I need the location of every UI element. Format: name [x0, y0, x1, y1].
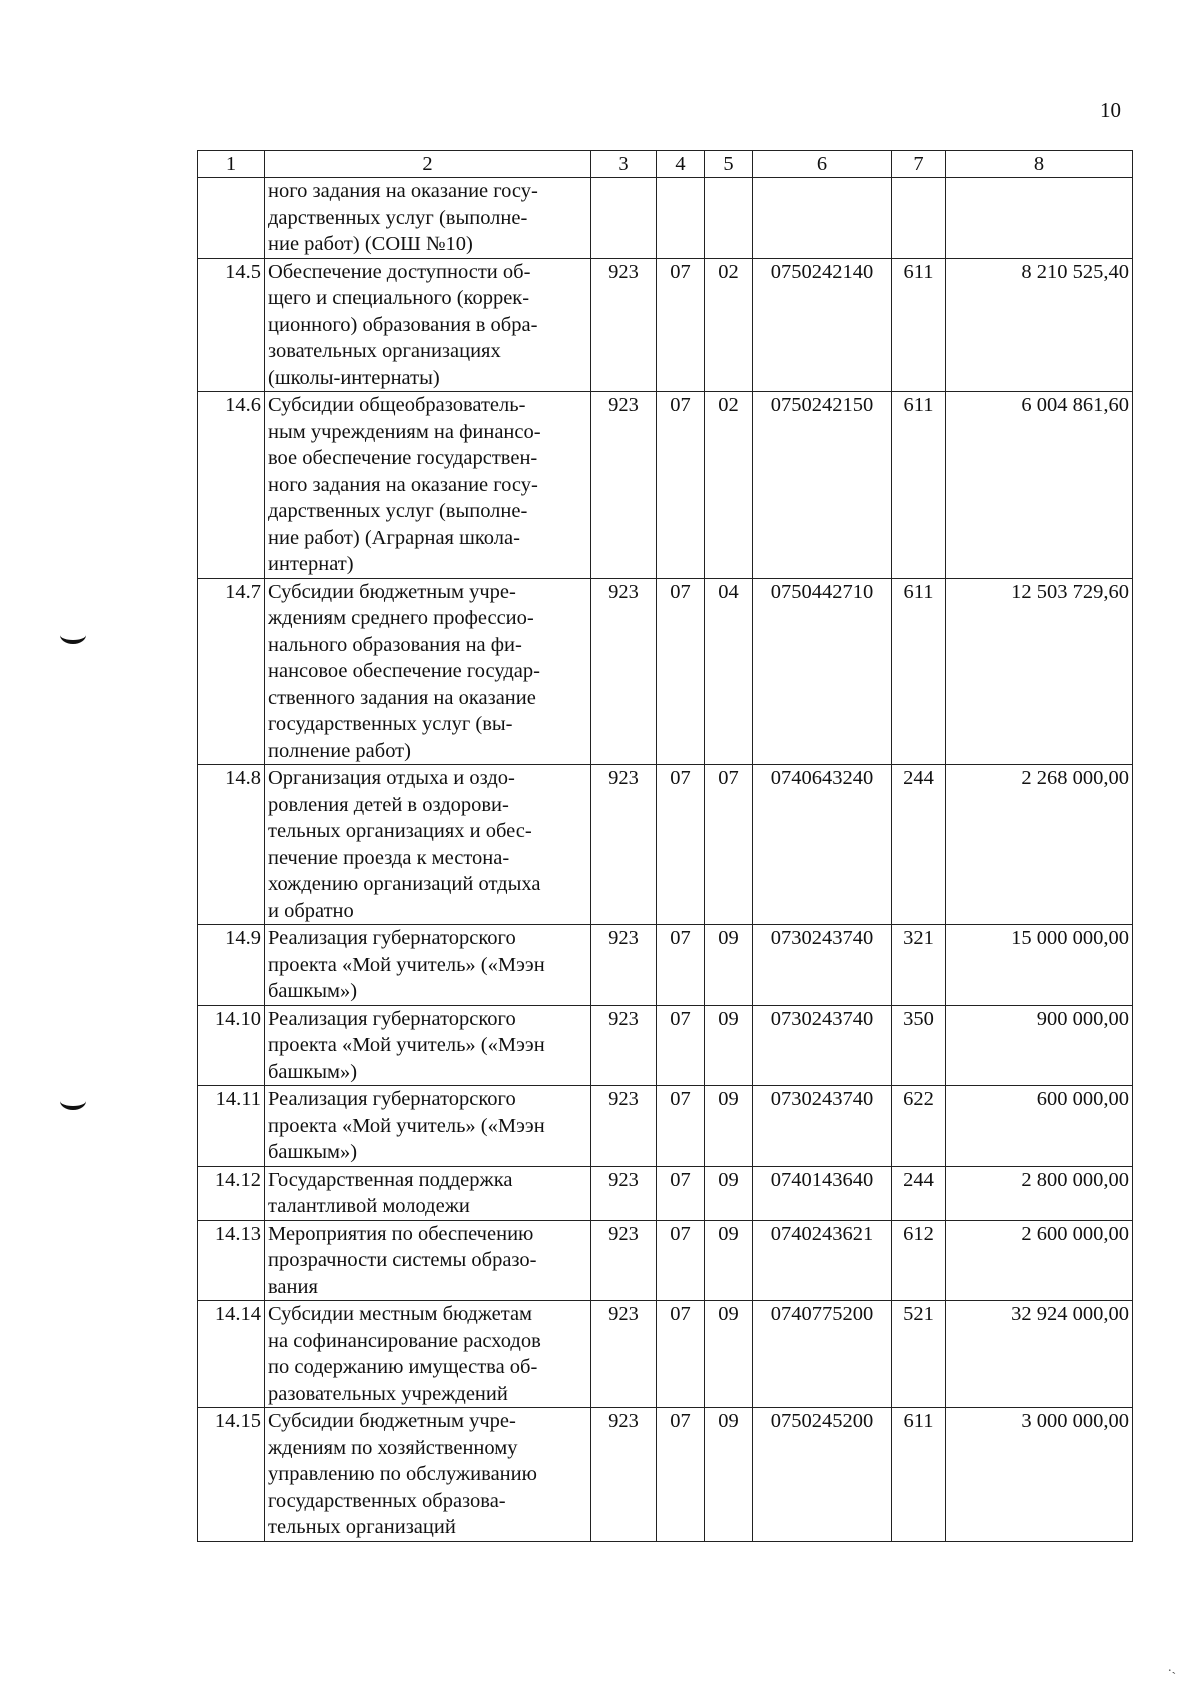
row-number: 14.11	[198, 1086, 265, 1167]
row-description: Реализация губернаторского проекта «Мой учитель» («Мээн башкым»)	[265, 925, 591, 1006]
section-code: 07	[657, 765, 705, 925]
column-number: 3	[591, 151, 657, 178]
row-description: Государственная поддержка талантливой молодежи	[265, 1166, 591, 1220]
table-body	[198, 151, 1133, 1542]
subsection-code: 07	[705, 765, 753, 925]
expense-type-code: 611	[892, 578, 946, 765]
target-article-code: 0740143640	[753, 1166, 892, 1220]
ministry-code: 923	[591, 1086, 657, 1167]
ministry-code: 923	[591, 392, 657, 579]
amount: 8 210 525,40	[946, 258, 1133, 392]
column-number: 2	[265, 151, 591, 178]
amount: 900 000,00	[946, 1005, 1133, 1086]
row-number: 14.5	[198, 258, 265, 392]
table-row	[198, 1408, 1133, 1542]
row-number: 14.8	[198, 765, 265, 925]
amount	[946, 178, 1133, 259]
ministry-code: 923	[591, 1166, 657, 1220]
target-article-code: 0730243740	[753, 1086, 892, 1167]
ministry-code: 923	[591, 1301, 657, 1408]
target-article-code: 0740643240	[753, 765, 892, 925]
ministry-code: 923	[591, 1005, 657, 1086]
row-number: 14.13	[198, 1220, 265, 1301]
section-code: 07	[657, 392, 705, 579]
table-row	[198, 1301, 1133, 1408]
table-row	[198, 258, 1133, 392]
column-number-row	[198, 151, 1133, 178]
row-description: Мероприятия по обеспечению прозрачности системы образо- вания	[265, 1220, 591, 1301]
column-number: 6	[753, 151, 892, 178]
punch-mark-lower	[60, 1092, 86, 1110]
ministry-code: 923	[591, 1408, 657, 1542]
section-code: 07	[657, 1086, 705, 1167]
punch-mark-upper	[60, 626, 86, 644]
row-number: 14.14	[198, 1301, 265, 1408]
expense-type-code: 611	[892, 392, 946, 579]
column-number: 4	[657, 151, 705, 178]
row-number	[198, 178, 265, 259]
expense-type-code: 611	[892, 1408, 946, 1542]
row-description: Организация отдыха и оздо- ровления детей в оздорови- тельных организациях и обес- печение проезда к местона- хождению организаций отдыха и обратно	[265, 765, 591, 925]
table-row	[198, 1005, 1133, 1086]
subsection-code	[705, 178, 753, 259]
section-code	[657, 178, 705, 259]
target-article-code: 0750242140	[753, 258, 892, 392]
amount: 3 000 000,00	[946, 1408, 1133, 1542]
row-description: Субсидии бюджетным учре- ждениям среднего профессио- нального образования на фи- нансовое обеспечение государ- ственного задания на оказание государственных услуг (вы- полнение работ)	[265, 578, 591, 765]
row-description: Реализация губернаторского проекта «Мой учитель» («Мээн башкым»)	[265, 1005, 591, 1086]
section-code: 07	[657, 578, 705, 765]
amount: 32 924 000,00	[946, 1301, 1133, 1408]
row-description: ного задания на оказание госу- дарственных услуг (выполне- ние работ) (СОШ №10)	[265, 178, 591, 259]
ministry-code: 923	[591, 925, 657, 1006]
column-number: 8	[946, 151, 1133, 178]
row-description: Субсидии бюджетным учре- ждениям по хозяйственному управлению по обслуживанию государственных образова- тельных организаций	[265, 1408, 591, 1542]
row-description: Реализация губернаторского проекта «Мой учитель» («Мээн башкым»)	[265, 1086, 591, 1167]
ministry-code: 923	[591, 578, 657, 765]
row-number: 14.12	[198, 1166, 265, 1220]
amount: 15 000 000,00	[946, 925, 1133, 1006]
subsection-code: 09	[705, 925, 753, 1006]
target-article-code: 0730243740	[753, 1005, 892, 1086]
target-article-code: 0740243621	[753, 1220, 892, 1301]
amount: 2 800 000,00	[946, 1166, 1133, 1220]
amount: 6 004 861,60	[946, 392, 1133, 579]
subsection-code: 04	[705, 578, 753, 765]
target-article-code: 0750242150	[753, 392, 892, 579]
table-row	[198, 1086, 1133, 1167]
section-code: 07	[657, 925, 705, 1006]
target-article-code: 0740775200	[753, 1301, 892, 1408]
expense-type-code: 521	[892, 1301, 946, 1408]
table-row	[198, 765, 1133, 925]
expense-type-code: 350	[892, 1005, 946, 1086]
row-number: 14.7	[198, 578, 265, 765]
subsection-code: 09	[705, 1408, 753, 1542]
expense-type-code: 244	[892, 765, 946, 925]
amount: 2 268 000,00	[946, 765, 1133, 925]
expense-type-code: 321	[892, 925, 946, 1006]
row-description: Обеспечение доступности об- щего и специального (коррек- ционного) образования в обра- зовательных организациях (школы-интернаты)	[265, 258, 591, 392]
scan-speck: .ˏ	[1168, 1660, 1177, 1675]
table-row	[198, 1166, 1133, 1220]
expense-type-code: 612	[892, 1220, 946, 1301]
subsection-code: 09	[705, 1301, 753, 1408]
section-code: 07	[657, 1301, 705, 1408]
row-number: 14.10	[198, 1005, 265, 1086]
target-article-code: 0750245200	[753, 1408, 892, 1542]
ministry-code	[591, 178, 657, 259]
subsection-code: 09	[705, 1005, 753, 1086]
ministry-code: 923	[591, 765, 657, 925]
table-row	[198, 392, 1133, 579]
table-row	[198, 178, 1133, 259]
target-article-code: 0730243740	[753, 925, 892, 1006]
target-article-code	[753, 178, 892, 259]
budget-table	[197, 150, 1133, 1542]
row-description: Субсидии общеобразователь- ным учреждениям на финансо- вое обеспечение государствен- ного задания на оказание госу- дарственных услуг (выполне- ние работ) (Аграрная школа- интернат)	[265, 392, 591, 579]
expense-type-code: 611	[892, 258, 946, 392]
table-row	[198, 1220, 1133, 1301]
table-row	[198, 925, 1133, 1006]
column-number: 5	[705, 151, 753, 178]
table-row	[198, 578, 1133, 765]
section-code: 07	[657, 1005, 705, 1086]
subsection-code: 02	[705, 392, 753, 579]
column-number: 1	[198, 151, 265, 178]
ministry-code: 923	[591, 258, 657, 392]
expense-type-code: 622	[892, 1086, 946, 1167]
expense-type-code	[892, 178, 946, 259]
subsection-code: 02	[705, 258, 753, 392]
section-code: 07	[657, 258, 705, 392]
page-number: 10	[1100, 98, 1121, 122]
section-code: 07	[657, 1220, 705, 1301]
subsection-code: 09	[705, 1220, 753, 1301]
amount: 600 000,00	[946, 1086, 1133, 1167]
row-number: 14.6	[198, 392, 265, 579]
amount: 12 503 729,60	[946, 578, 1133, 765]
row-description: Субсидии местным бюджетам на софинансирование расходов по содержанию имущества об- разовательных учреждений	[265, 1301, 591, 1408]
section-code: 07	[657, 1408, 705, 1542]
column-number: 7	[892, 151, 946, 178]
row-number: 14.15	[198, 1408, 265, 1542]
target-article-code: 0750442710	[753, 578, 892, 765]
expense-type-code: 244	[892, 1166, 946, 1220]
ministry-code: 923	[591, 1220, 657, 1301]
section-code: 07	[657, 1166, 705, 1220]
subsection-code: 09	[705, 1086, 753, 1167]
subsection-code: 09	[705, 1166, 753, 1220]
row-number: 14.9	[198, 925, 265, 1006]
amount: 2 600 000,00	[946, 1220, 1133, 1301]
